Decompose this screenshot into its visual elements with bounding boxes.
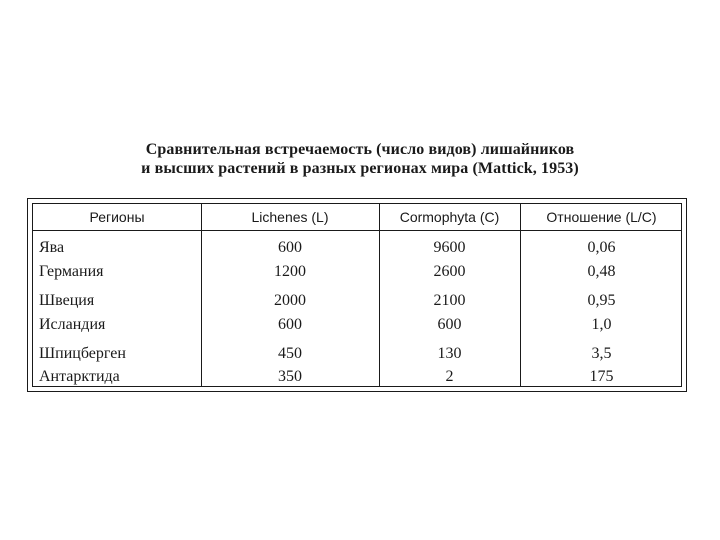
header-cormophyta: Cormophyta (C)	[399, 209, 500, 225]
table-caption-line-2: и высших растений в разных регионах мира (Mattick, 1953)	[141, 160, 579, 177]
table-caption-line-1: Сравнительная встречаемость (число видов) лишайников	[145, 141, 575, 158]
cell-cormophyta: 2100	[433, 292, 466, 309]
cell-lichenes: 600	[278, 239, 302, 256]
cell-region: Германия	[39, 263, 104, 280]
cell-cormophyta: 600	[437, 316, 462, 333]
cell-cormophyta: 130	[437, 345, 462, 362]
cell-region: Антарктида	[39, 368, 120, 385]
header-regions: Регионы	[89, 209, 145, 225]
cell-cormophyta: 2	[445, 368, 454, 385]
cell-region: Ява	[39, 239, 65, 256]
cell-lichenes: 350	[278, 368, 302, 385]
header-ratio: Отношение (L/C)	[546, 209, 657, 225]
table-row	[33, 261, 681, 283]
table-header-row	[33, 204, 681, 231]
cell-region: Шпицберген	[39, 345, 126, 362]
cell-cormophyta: 2600	[433, 263, 466, 280]
data-table-body	[32, 203, 682, 387]
table-row	[33, 343, 681, 365]
cell-lichenes: 450	[278, 345, 302, 362]
table-row	[33, 366, 681, 388]
cell-ratio: 0,95	[587, 292, 616, 309]
cell-cormophyta: 9600	[433, 239, 466, 256]
cell-ratio: 175	[589, 368, 614, 385]
cell-region: Швеция	[39, 292, 95, 309]
cell-ratio: 0,06	[587, 239, 616, 256]
cell-lichenes: 1200	[274, 263, 306, 280]
table-row	[33, 290, 681, 312]
header-lichenes: Lichenes (L)	[251, 209, 329, 225]
cell-ratio: 3,5	[591, 345, 612, 362]
cell-lichenes: 2000	[274, 292, 306, 309]
cell-lichenes: 600	[278, 316, 302, 333]
cell-region: Исландия	[39, 316, 106, 333]
data-table	[27, 198, 687, 392]
table-row	[33, 314, 681, 336]
cell-ratio: 1,0	[591, 316, 612, 333]
table-row	[33, 237, 681, 259]
cell-ratio: 0,48	[587, 263, 616, 280]
